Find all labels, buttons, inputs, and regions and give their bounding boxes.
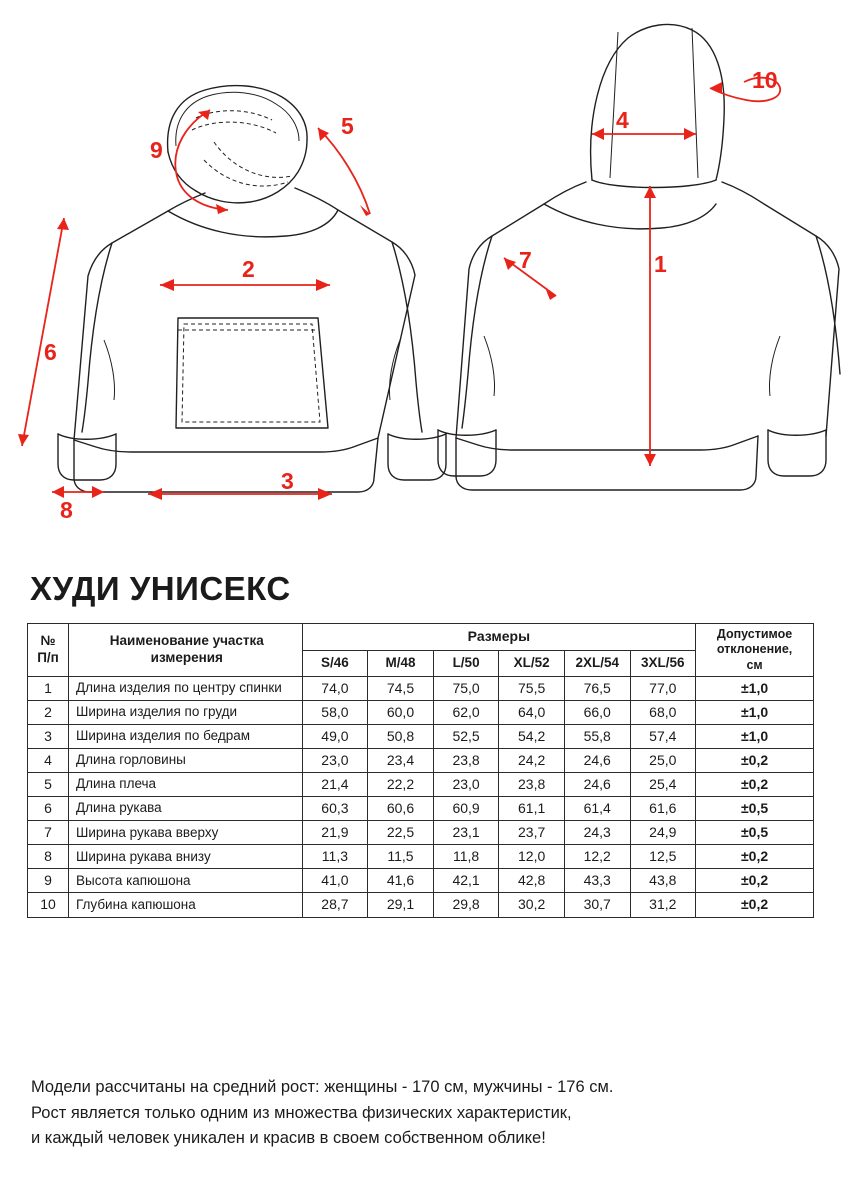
page-title: ХУДИ УНИСЕКС (30, 570, 291, 607)
row-value-l50: 11,8 (433, 845, 499, 869)
row-value-xl52: 75,5 (499, 676, 565, 700)
row-value-s46: 21,9 (302, 821, 368, 845)
row-value-l50: 75,0 (433, 676, 499, 700)
row-value-2xl54: 30,7 (564, 893, 630, 917)
hoodie-back-view (438, 24, 840, 490)
row-value-3xl56: 12,5 (630, 845, 696, 869)
row-value-xl52: 23,7 (499, 821, 565, 845)
header-measurement-name-line2: измерения (150, 649, 223, 665)
row-deviation: ±0,5 (696, 797, 814, 821)
marker-label-5: 5 (341, 113, 354, 139)
row-value-m48: 29,1 (368, 893, 434, 917)
row-value-m48: 11,5 (368, 845, 434, 869)
size-chart-table (27, 623, 814, 918)
table-row (28, 845, 814, 869)
row-value-xl52: 54,2 (499, 724, 565, 748)
header-measurement-name (68, 624, 302, 677)
row-value-l50: 52,5 (433, 724, 499, 748)
hoodie-measurement-illustration (0, 0, 841, 552)
row-deviation: ±0,5 (696, 821, 814, 845)
row-value-3xl56: 24,9 (630, 821, 696, 845)
hoodie-front-view (18, 86, 446, 523)
header-deviation-line1: Допустимое (716, 627, 793, 641)
footer-note-line-3: и каждый человек уникален и красив в своем собственном облике! (31, 1129, 546, 1148)
row-measurement-name: Длина плеча (68, 773, 302, 797)
row-value-2xl54: 24,3 (564, 821, 630, 845)
row-value-s46: 49,0 (302, 724, 368, 748)
table-header-row-1 (28, 624, 814, 651)
marker-label-7: 7 (519, 247, 532, 273)
row-value-s46: 11,3 (302, 845, 368, 869)
row-measurement-name: Ширина рукава вверху (68, 821, 302, 845)
row-number: 1 (28, 676, 69, 700)
row-measurement-name: Глубина капюшона (68, 893, 302, 917)
table-row (28, 869, 814, 893)
row-number: 10 (28, 893, 69, 917)
row-value-3xl56: 77,0 (630, 676, 696, 700)
marker-label-6: 6 (44, 339, 57, 365)
row-value-s46: 74,0 (302, 676, 368, 700)
row-number: 5 (28, 773, 69, 797)
row-value-l50: 60,9 (433, 797, 499, 821)
marker-label-3: 3 (281, 468, 294, 494)
hoodie-diagram-svg (0, 0, 841, 552)
marker-label-1: 1 (654, 251, 667, 277)
row-value-s46: 23,0 (302, 748, 368, 772)
row-value-s46: 41,0 (302, 869, 368, 893)
row-value-2xl54: 24,6 (564, 773, 630, 797)
row-value-m48: 22,5 (368, 821, 434, 845)
row-deviation: ±0,2 (696, 869, 814, 893)
row-value-2xl54: 61,4 (564, 797, 630, 821)
row-measurement-name: Высота капюшона (68, 869, 302, 893)
row-number: 4 (28, 748, 69, 772)
row-value-3xl56: 61,6 (630, 797, 696, 821)
row-deviation: ±0,2 (696, 845, 814, 869)
row-measurement-name: Ширина изделия по груди (68, 700, 302, 724)
row-value-l50: 23,8 (433, 748, 499, 772)
header-deviation (696, 624, 814, 677)
row-number: 9 (28, 869, 69, 893)
table-row (28, 700, 814, 724)
row-value-m48: 23,4 (368, 748, 434, 772)
row-deviation: ±0,2 (696, 748, 814, 772)
table-row (28, 748, 814, 772)
header-number-line1: № (40, 633, 56, 649)
footer-note-line-2: Рост является только одним из множества физических характеристик, (31, 1103, 572, 1122)
header-number-line2: П/п (37, 649, 59, 665)
row-deviation: ±0,2 (696, 773, 814, 797)
row-value-xl52: 23,8 (499, 773, 565, 797)
row-measurement-name: Длина рукава (68, 797, 302, 821)
row-value-2xl54: 66,0 (564, 700, 630, 724)
row-measurement-name: Длина изделия по центру спинки (68, 676, 302, 700)
row-value-3xl56: 68,0 (630, 700, 696, 724)
row-number: 3 (28, 724, 69, 748)
row-value-l50: 23,0 (433, 773, 499, 797)
row-value-3xl56: 25,4 (630, 773, 696, 797)
row-value-3xl56: 25,0 (630, 748, 696, 772)
row-value-2xl54: 76,5 (564, 676, 630, 700)
table-row (28, 821, 814, 845)
header-sizes-group: Размеры (302, 624, 695, 651)
table-row (28, 676, 814, 700)
row-value-xl52: 64,0 (499, 700, 565, 724)
row-value-xl52: 24,2 (499, 748, 565, 772)
row-measurement-name: Ширина изделия по бедрам (68, 724, 302, 748)
row-value-s46: 60,3 (302, 797, 368, 821)
row-number: 6 (28, 797, 69, 821)
row-value-2xl54: 12,2 (564, 845, 630, 869)
header-number (28, 624, 69, 677)
row-value-l50: 23,1 (433, 821, 499, 845)
row-value-xl52: 42,8 (499, 869, 565, 893)
row-number: 8 (28, 845, 69, 869)
row-value-m48: 50,8 (368, 724, 434, 748)
row-measurement-name: Длина горловины (68, 748, 302, 772)
row-value-2xl54: 24,6 (564, 748, 630, 772)
row-value-s46: 28,7 (302, 893, 368, 917)
marker-label-9: 9 (150, 137, 163, 163)
table-row (28, 773, 814, 797)
header-measurement-name-line1: Наименование участка (109, 633, 264, 649)
row-deviation: ±1,0 (696, 700, 814, 724)
row-value-3xl56: 57,4 (630, 724, 696, 748)
row-value-xl52: 12,0 (499, 845, 565, 869)
header-size-xl52: XL/52 (499, 650, 565, 676)
row-value-m48: 22,2 (368, 773, 434, 797)
row-deviation: ±1,0 (696, 724, 814, 748)
header-deviation-line3: см (746, 657, 763, 672)
marker-label-4: 4 (616, 107, 629, 133)
table-row (28, 724, 814, 748)
row-value-s46: 21,4 (302, 773, 368, 797)
header-size-l50: L/50 (433, 650, 499, 676)
header-size-3xl56: 3XL/56 (630, 650, 696, 676)
header-size-s46: S/46 (302, 650, 368, 676)
row-value-xl52: 30,2 (499, 893, 565, 917)
header-size-2xl54: 2XL/54 (564, 650, 630, 676)
row-value-2xl54: 55,8 (564, 724, 630, 748)
row-value-3xl56: 43,8 (630, 869, 696, 893)
row-measurement-name: Ширина рукава внизу (68, 845, 302, 869)
row-value-s46: 58,0 (302, 700, 368, 724)
row-value-l50: 42,1 (433, 869, 499, 893)
row-value-xl52: 61,1 (499, 797, 565, 821)
table-row (28, 893, 814, 917)
row-value-2xl54: 43,3 (564, 869, 630, 893)
row-deviation: ±1,0 (696, 676, 814, 700)
row-deviation: ±0,2 (696, 893, 814, 917)
row-value-m48: 41,6 (368, 869, 434, 893)
marker-label-8: 8 (60, 497, 73, 523)
row-value-l50: 62,0 (433, 700, 499, 724)
table-row (28, 797, 814, 821)
footer-note (31, 1075, 821, 1152)
row-value-l50: 29,8 (433, 893, 499, 917)
row-number: 2 (28, 700, 69, 724)
header-deviation-line2: отклонение, (716, 642, 793, 657)
size-table-container (27, 623, 814, 918)
marker-label-2: 2 (242, 256, 255, 282)
row-number: 7 (28, 821, 69, 845)
row-value-m48: 60,0 (368, 700, 434, 724)
row-value-m48: 74,5 (368, 676, 434, 700)
row-value-m48: 60,6 (368, 797, 434, 821)
header-size-m48: M/48 (368, 650, 434, 676)
footer-note-line-1: Модели рассчитаны на средний рост: женщины - 170 см, мужчины - 176 см. (31, 1078, 614, 1096)
marker-label-10: 10 (752, 67, 778, 93)
row-value-3xl56: 31,2 (630, 893, 696, 917)
